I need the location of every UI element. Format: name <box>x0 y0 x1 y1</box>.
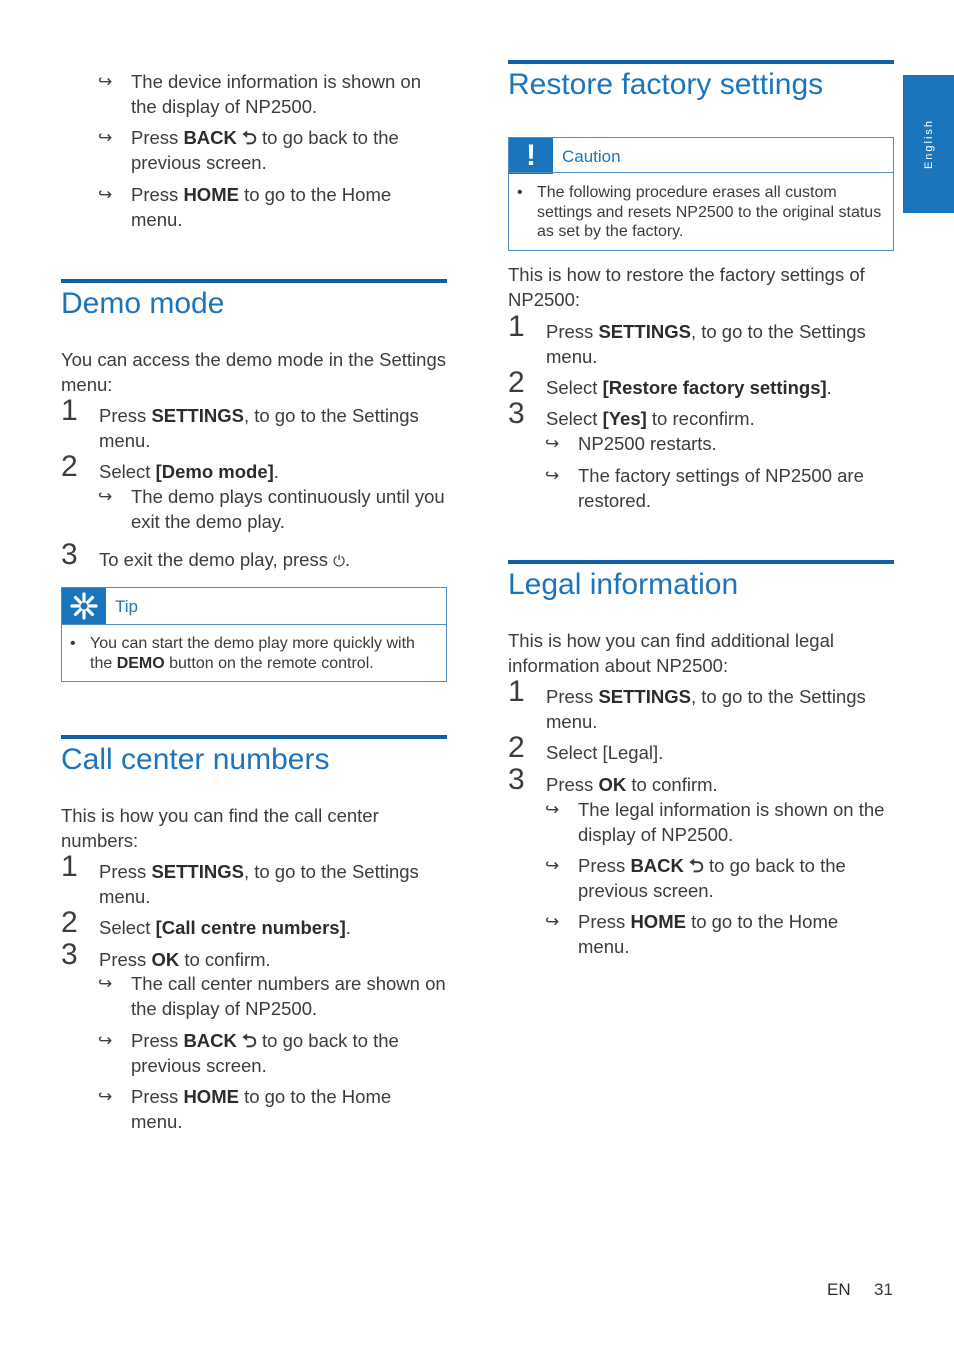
section-rule <box>508 560 894 564</box>
legal-intro: This is how you can find additional legal information about NP2500: <box>508 630 834 676</box>
step-number: 2 <box>508 731 525 764</box>
section-rule <box>508 60 894 64</box>
section-title-call-center: Call center numbers <box>61 743 330 776</box>
result-arrow-icon: ↪ <box>545 912 560 931</box>
back-icon: ⮌ <box>242 1030 257 1051</box>
power-icon: ⏻ <box>333 553 345 570</box>
caution-icon: ! <box>509 138 553 174</box>
result-arrow-icon: ↪ <box>98 128 113 147</box>
result-item <box>98 69 447 119</box>
result-item: ↪ The call center numbers are shown on the display of NP2500. <box>98 973 446 1019</box>
back-icon: ⮌ <box>689 855 704 876</box>
demo-intro: You can access the demo mode in the Settings menu: <box>61 349 446 395</box>
result-item: ↪ Press BACK ⮌ to go back to the previous screen. <box>98 1030 399 1076</box>
result-arrow-icon: ↪ <box>545 466 560 485</box>
result-arrow-icon: ↪ <box>98 1087 113 1106</box>
section-title-demo-mode: Demo mode <box>61 287 225 320</box>
caution-box <box>508 137 894 251</box>
result-item: ↪ The legal information is shown on the display of NP2500. <box>545 799 885 845</box>
tip-icon <box>62 588 106 624</box>
result-item: ↪ Press BACK ⮌ to go back to the previous screen. <box>98 127 399 173</box>
step-number: 2 <box>61 450 78 483</box>
result-item: ↪ Press HOME to go to the Home menu. <box>545 911 839 957</box>
call-intro: This is how you can find the call center numbers: <box>61 805 379 851</box>
result-arrow-icon: ↪ <box>98 974 113 993</box>
section-rule <box>61 279 447 283</box>
step-number: 3 <box>508 397 525 430</box>
section-title-restore: Restore factory settings <box>508 68 824 101</box>
result-item: ↪ Press HOME to go to the Home menu. <box>98 1086 392 1132</box>
result-item: ↪ Press BACK ⮌ to go back to the previous screen. <box>545 855 846 901</box>
result-arrow-icon: ↪ <box>98 487 113 506</box>
result-text: The device information is shown on the display of NP2500. <box>131 71 421 117</box>
result-arrow-icon: ↪ <box>98 185 113 204</box>
step-number: 1 <box>61 850 78 883</box>
caution-divider <box>509 172 893 173</box>
section-rule <box>61 735 447 739</box>
result-arrow-icon: ↪ <box>545 856 560 875</box>
step-number: 1 <box>61 394 78 427</box>
page-number: 31 <box>874 1280 893 1299</box>
tip-divider <box>62 624 446 625</box>
caution-label: Caution <box>562 147 621 166</box>
tip-label: Tip <box>115 597 138 616</box>
result-arrow-icon: ↪ <box>98 1031 113 1050</box>
step-number: 2 <box>508 366 525 399</box>
caution-text: • The following procedure erases all custom settings and resets NP2500 to the original status as set by the factory. <box>517 184 882 240</box>
step-number: 3 <box>61 938 78 971</box>
result-item: ↪ Press HOME to go to the Home menu. <box>98 184 392 230</box>
step-number: 3 <box>508 763 525 796</box>
back-icon: ⮌ <box>242 127 257 148</box>
tip-text: • You can start the demo play more quickly with the DEMO button on the remote control. <box>70 635 415 672</box>
result-item: ↪ The demo plays continuously until you exit the demo play. <box>98 486 445 532</box>
language-tab-label: English <box>922 118 935 170</box>
result-arrow-icon: ↪ <box>545 800 560 819</box>
step-number: 1 <box>508 675 525 708</box>
step-number: 2 <box>61 906 78 939</box>
restore-intro: This is how to restore the factory settings of NP2500: <box>508 264 865 310</box>
language-tab <box>903 75 954 213</box>
result-arrow-icon: ↪ <box>545 434 560 453</box>
result-item: ↪ The factory settings of NP2500 are restored. <box>545 465 864 511</box>
step-number: 3 <box>61 538 78 571</box>
result-item: ↪ NP2500 restarts. <box>545 433 717 454</box>
tip-box <box>61 587 447 682</box>
result-arrow-icon: ↪ <box>98 72 113 91</box>
section-title-legal: Legal information <box>508 568 739 601</box>
step-number: 1 <box>508 310 525 343</box>
footer-language-code: EN <box>827 1280 851 1299</box>
